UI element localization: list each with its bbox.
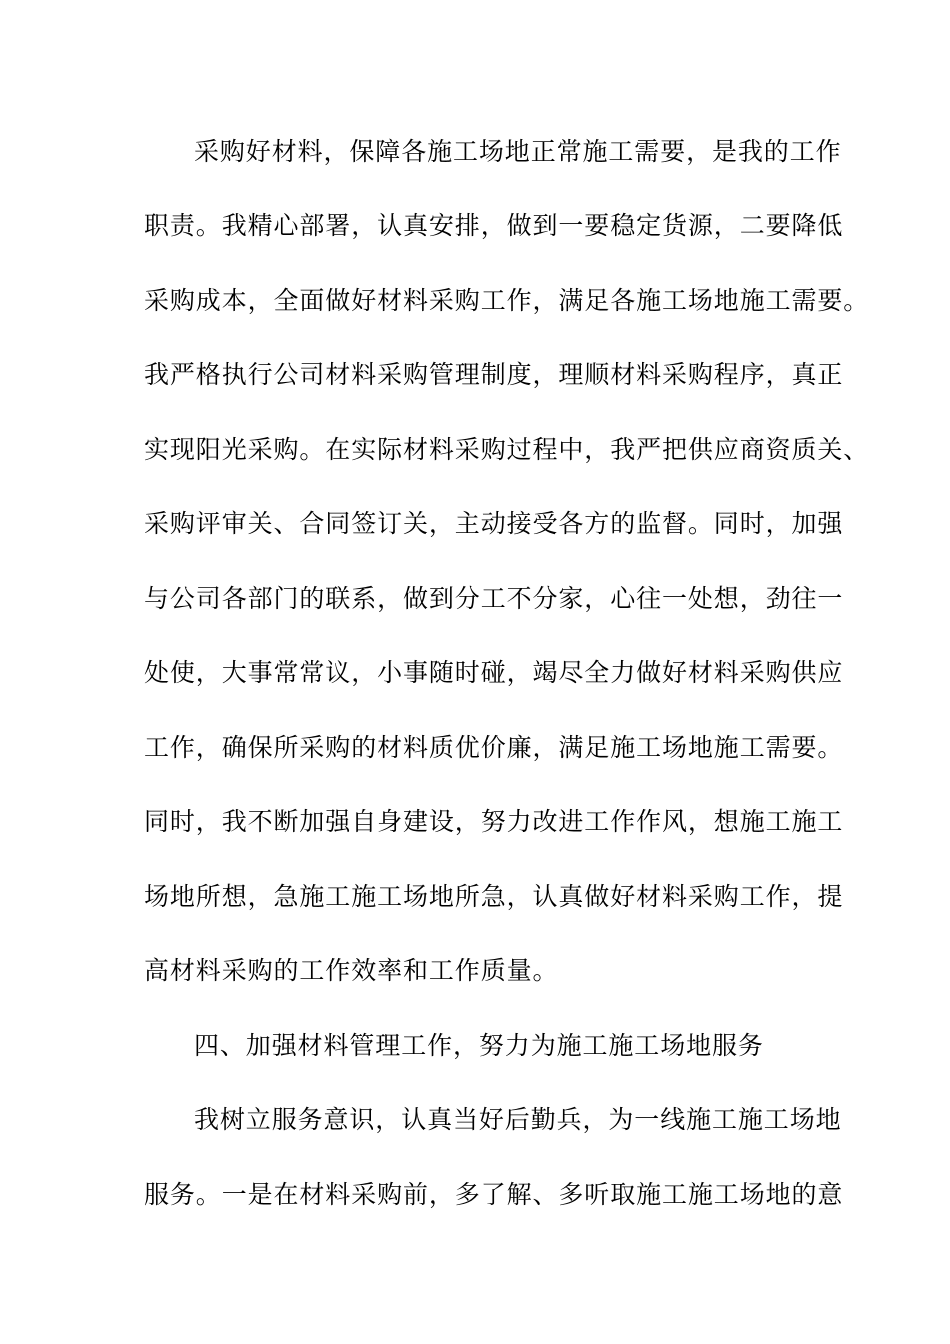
paragraph-line: 我树立服务意识，认真当好后勤兵，为一线施工施工场地	[194, 1105, 842, 1134]
paragraph-line: 采购好材料，保障各施工场地正常施工需要，是我的工作	[194, 137, 842, 166]
paragraph-line: 同时，我不断加强自身建设，努力改进工作作风，想施工施工	[144, 807, 844, 836]
paragraph-line: 高材料采购的工作效率和工作质量。	[144, 956, 559, 985]
paragraph-line: 职责。我精心部署，认真安排，做到一要稳定货源，二要降低	[144, 211, 844, 240]
paragraph-line: 采购成本，全面做好材料采购工作，满足各施工场地施工需要。	[144, 286, 870, 315]
paragraph-line: 工作，确保所采购的材料质优价廉，满足施工场地施工需要。	[144, 733, 844, 762]
paragraph-line: 处使，大事常常议，小事随时碰，竭尽全力做好材料采购供应	[144, 658, 844, 687]
paragraph-line: 我严格执行公司材料采购管理制度，理顺材料采购程序，真正	[144, 360, 844, 389]
paragraph-line: 场地所想，急施工施工场地所急，认真做好材料采购工作，提	[144, 882, 844, 911]
paragraph-line: 与公司各部门的联系，做到分工不分家，心往一处想，劲往一	[144, 584, 844, 613]
paragraph-line: 采购评审关、合同签订关，主动接受各方的监督。同时，加强	[144, 509, 844, 538]
paragraph-line: 实现阳光采购。在实际材料采购过程中，我严把供应商资质关、	[144, 435, 870, 464]
section-heading: 四、加强材料管理工作，努力为施工施工场地服务	[194, 1031, 764, 1060]
paragraph-line: 服务。一是在材料采购前，多了解、多听取施工施工场地的意	[144, 1180, 844, 1209]
